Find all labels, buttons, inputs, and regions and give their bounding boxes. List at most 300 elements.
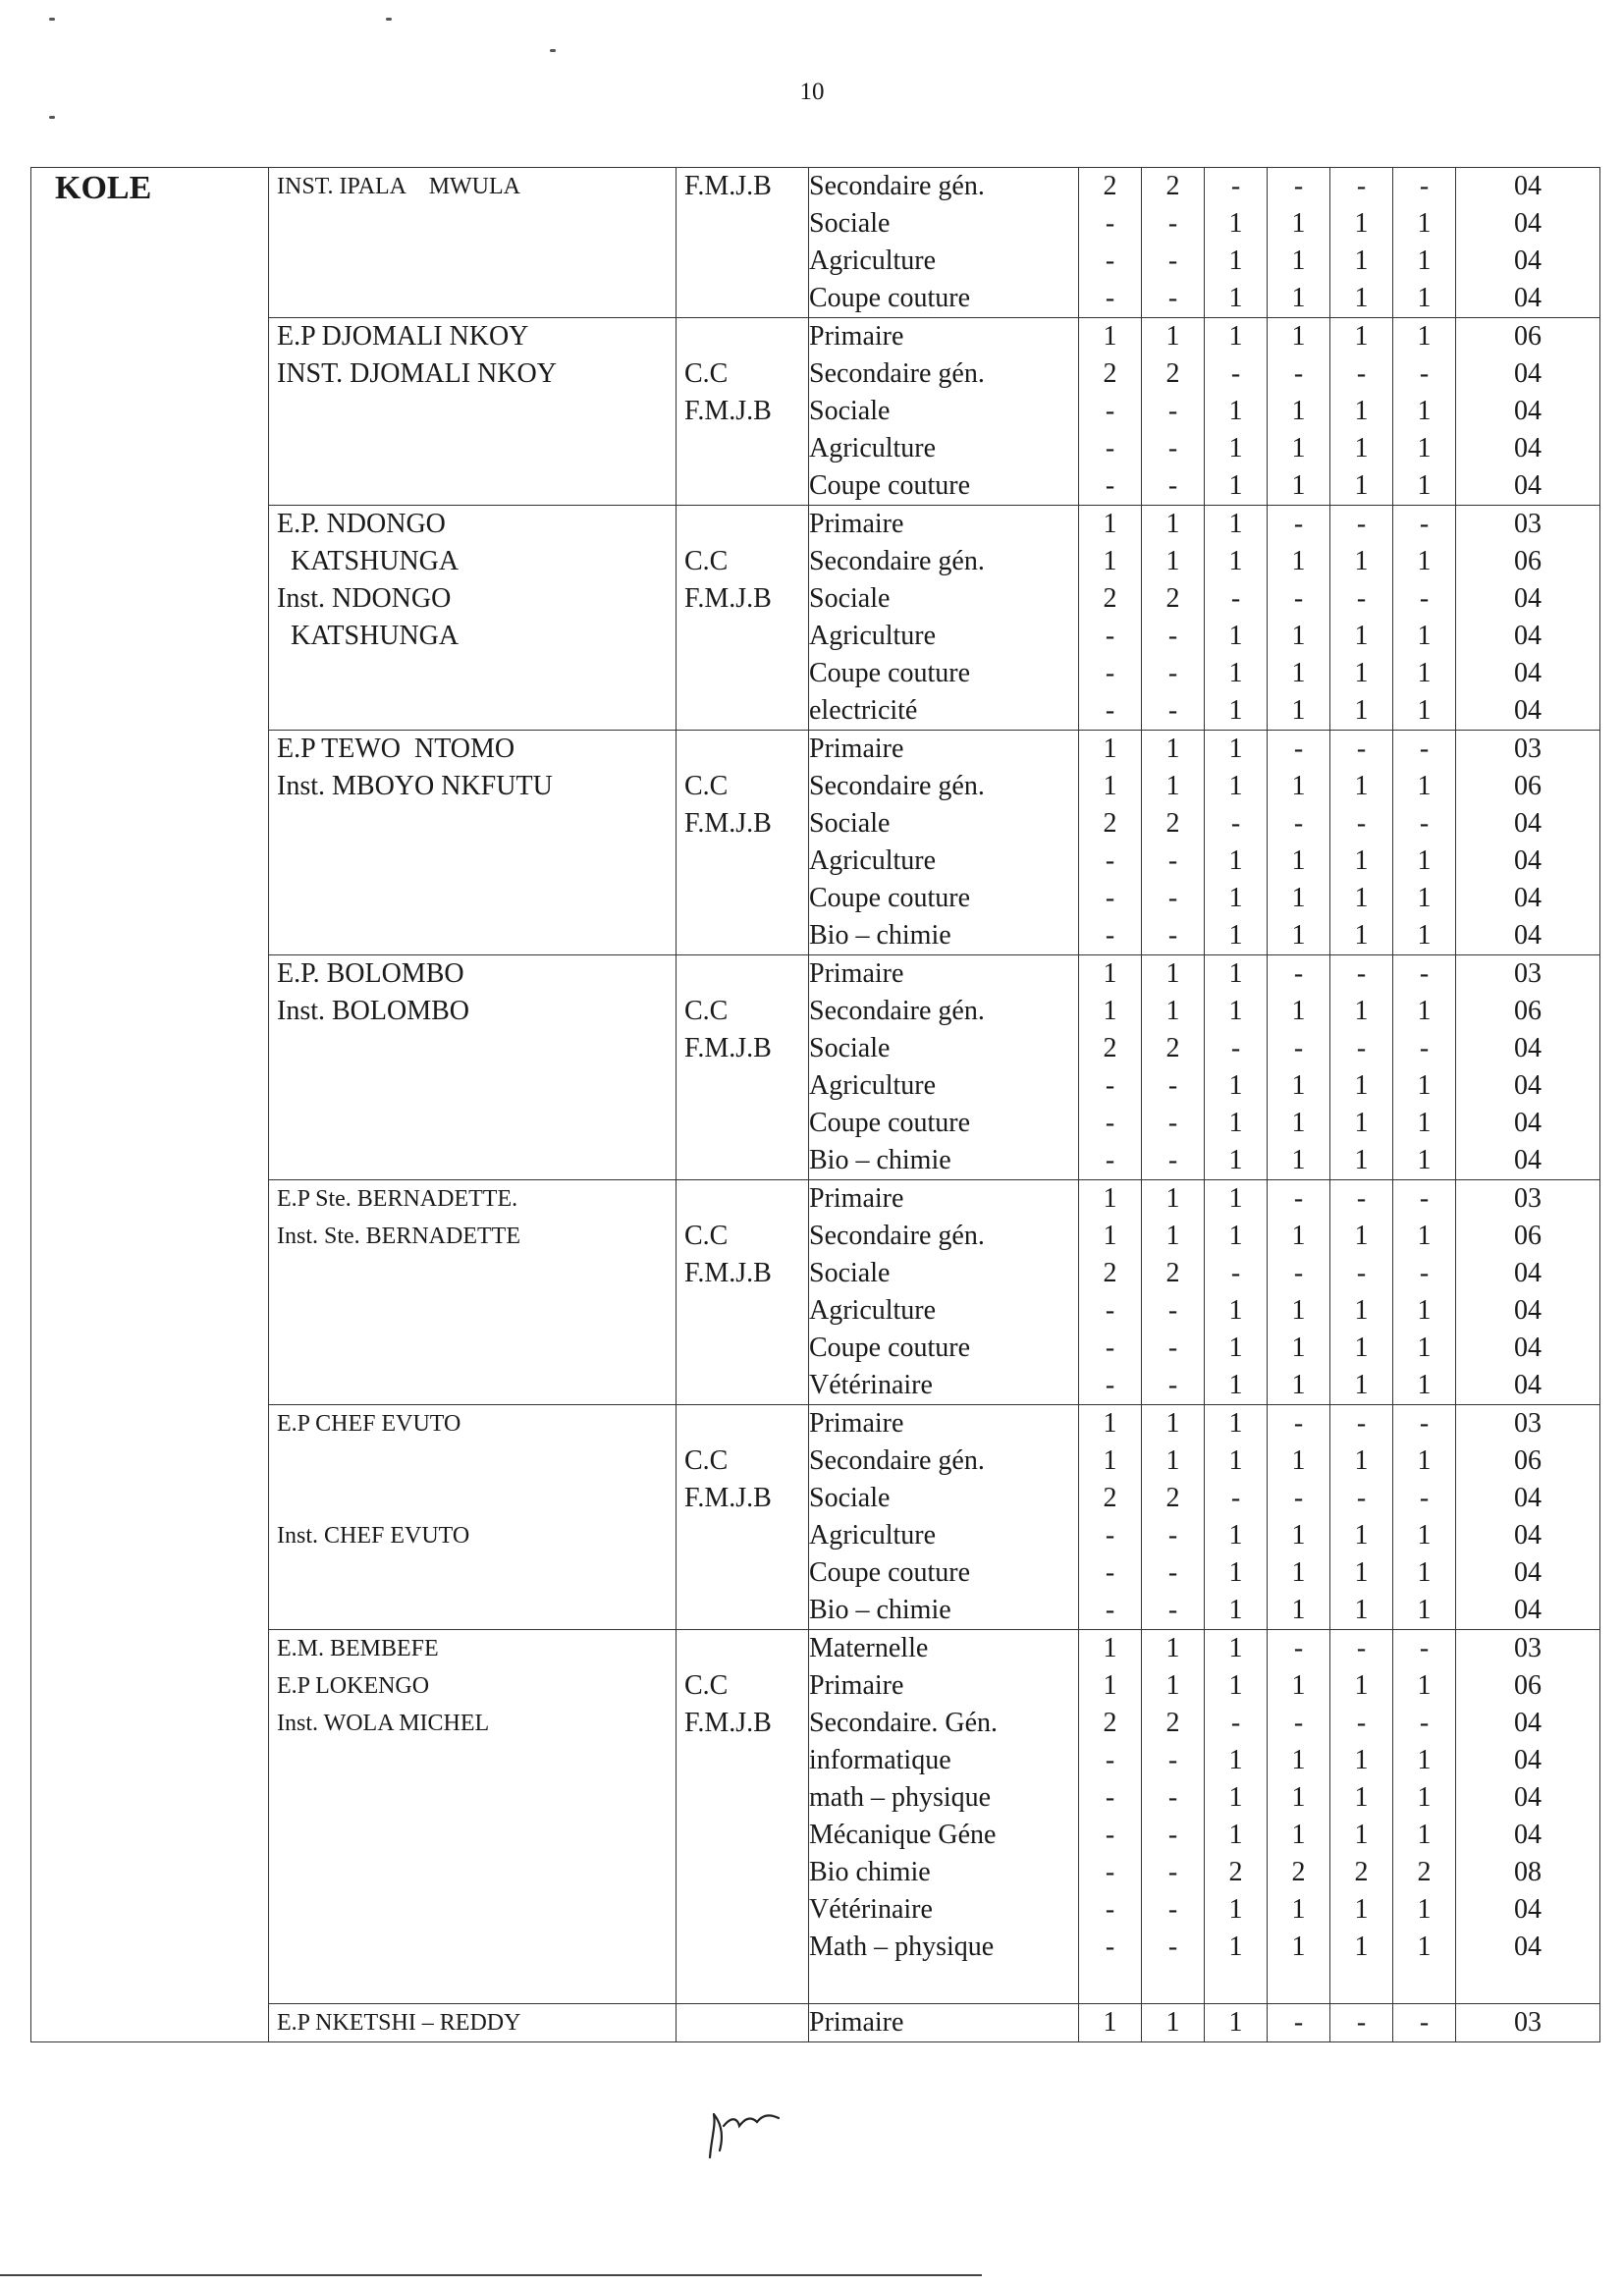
class-count: 1 bbox=[1205, 768, 1268, 805]
class-count: 1 bbox=[1268, 655, 1330, 692]
class-count: 1 bbox=[1268, 318, 1330, 356]
class-count: 1 bbox=[1205, 1891, 1268, 1929]
section-name: Secondaire gén. bbox=[809, 543, 1079, 580]
class-count: 1 bbox=[1205, 243, 1268, 280]
section-name: Vétérinaire bbox=[809, 1367, 1079, 1405]
class-count: 1 bbox=[1268, 1554, 1330, 1592]
class-count: 1 bbox=[1330, 1330, 1393, 1367]
class-count: 1 bbox=[1142, 1630, 1205, 1668]
class-count: - bbox=[1142, 1817, 1205, 1854]
class-count: 1 bbox=[1142, 955, 1205, 994]
class-count: - bbox=[1330, 580, 1393, 618]
section-name: Math – physique bbox=[809, 1929, 1079, 1966]
class-count: 1 bbox=[1393, 1817, 1456, 1854]
section-name: Maternelle bbox=[809, 1630, 1079, 1668]
class-count: - bbox=[1142, 843, 1205, 880]
class-count: 1 bbox=[1268, 243, 1330, 280]
class-count: 1 bbox=[1393, 467, 1456, 506]
class-count: - bbox=[1079, 1067, 1142, 1105]
row-total: 04 bbox=[1456, 692, 1600, 731]
class-count: 1 bbox=[1330, 1891, 1393, 1929]
class-count: - bbox=[1079, 1292, 1142, 1330]
school-name: Inst. BOLOMBO bbox=[277, 996, 470, 1026]
row-total: 04 bbox=[1456, 393, 1600, 430]
scan-speck bbox=[386, 18, 392, 21]
regime-label: F.M.J.B bbox=[684, 171, 772, 201]
class-count: 1 bbox=[1393, 993, 1456, 1030]
class-count: - bbox=[1393, 1030, 1456, 1067]
class-count: 1 bbox=[1205, 1554, 1268, 1592]
row-total bbox=[1456, 1966, 1600, 2004]
school-name: Inst. CHEF EVUTO bbox=[277, 1523, 470, 1549]
class-count: 1 bbox=[1330, 1779, 1393, 1817]
class-count: 1 bbox=[1142, 1180, 1205, 1219]
row-total: 04 bbox=[1456, 1517, 1600, 1554]
class-count: 1 bbox=[1079, 1405, 1142, 1443]
school-names-cell bbox=[269, 2004, 677, 2042]
class-count: 1 bbox=[1393, 1105, 1456, 1142]
class-count: 1 bbox=[1079, 543, 1142, 580]
class-count: - bbox=[1079, 280, 1142, 318]
class-count: - bbox=[1330, 1630, 1393, 1668]
row-total: 04 bbox=[1456, 1480, 1600, 1517]
class-count: - bbox=[1268, 955, 1330, 994]
class-count: 1 bbox=[1205, 1067, 1268, 1105]
class-count: 1 bbox=[1205, 955, 1268, 994]
class-count bbox=[1393, 1966, 1456, 2004]
section-name: Primaire bbox=[809, 731, 1079, 769]
class-count: 1 bbox=[1268, 1292, 1330, 1330]
class-count: - bbox=[1142, 1517, 1205, 1554]
school-names-cell bbox=[269, 955, 677, 1180]
class-count: 1 bbox=[1205, 1180, 1268, 1219]
class-count: - bbox=[1268, 506, 1330, 544]
school-name: E.P CHEF EVUTO bbox=[277, 1411, 461, 1437]
section-name: Agriculture bbox=[809, 430, 1079, 467]
row-total: 06 bbox=[1456, 993, 1600, 1030]
row-total: 04 bbox=[1456, 1742, 1600, 1779]
row-total: 04 bbox=[1456, 880, 1600, 917]
row-total: 04 bbox=[1456, 1292, 1600, 1330]
class-count: - bbox=[1330, 955, 1393, 994]
section-name: Primaire bbox=[809, 1405, 1079, 1443]
table-row bbox=[31, 168, 1600, 206]
class-count: - bbox=[1393, 355, 1456, 393]
school-names-cell bbox=[269, 1405, 677, 1630]
regime-label: C.C bbox=[684, 546, 729, 576]
section-name: Secondaire gén. bbox=[809, 1218, 1079, 1255]
class-count: 1 bbox=[1079, 1667, 1142, 1705]
class-count: 1 bbox=[1268, 205, 1330, 243]
class-count: 1 bbox=[1330, 1742, 1393, 1779]
class-count: 1 bbox=[1268, 280, 1330, 318]
class-count: 1 bbox=[1205, 1442, 1268, 1480]
row-total: 04 bbox=[1456, 843, 1600, 880]
class-count bbox=[1205, 1966, 1268, 2004]
class-count: 1 bbox=[1393, 1330, 1456, 1367]
row-total: 04 bbox=[1456, 580, 1600, 618]
regime-label: F.M.J.B bbox=[684, 583, 772, 614]
class-count: - bbox=[1268, 805, 1330, 843]
class-count: - bbox=[1393, 1480, 1456, 1517]
school-name: E.P Ste. BERNADETTE. bbox=[277, 1186, 518, 1212]
class-count bbox=[1330, 1966, 1393, 2004]
class-count: 1 bbox=[1268, 843, 1330, 880]
class-count: - bbox=[1205, 1705, 1268, 1742]
row-total: 06 bbox=[1456, 1667, 1600, 1705]
class-count: 1 bbox=[1268, 1891, 1330, 1929]
class-count: 1 bbox=[1268, 1105, 1330, 1142]
regime-cell bbox=[677, 731, 809, 955]
class-count: 1 bbox=[1205, 618, 1268, 655]
section-name: Sociale bbox=[809, 1255, 1079, 1292]
class-count: - bbox=[1079, 243, 1142, 280]
class-count: 1 bbox=[1393, 318, 1456, 356]
school-name: Inst. WOLA MICHEL bbox=[277, 1711, 490, 1736]
class-count: 1 bbox=[1330, 1929, 1393, 1966]
class-count: - bbox=[1079, 880, 1142, 917]
class-count: - bbox=[1079, 430, 1142, 467]
class-count: 1 bbox=[1268, 1742, 1330, 1779]
class-count: 1 bbox=[1268, 1517, 1330, 1554]
row-total: 06 bbox=[1456, 543, 1600, 580]
section-name: Secondaire gén. bbox=[809, 993, 1079, 1030]
row-total: 03 bbox=[1456, 955, 1600, 994]
class-count: 1 bbox=[1205, 1105, 1268, 1142]
class-count: - bbox=[1393, 1630, 1456, 1668]
class-count: 1 bbox=[1268, 543, 1330, 580]
class-count: - bbox=[1079, 1367, 1142, 1405]
class-count: 1 bbox=[1079, 318, 1142, 356]
school-name: E.P LOKENGO bbox=[277, 1673, 430, 1699]
section-name: Primaire bbox=[809, 955, 1079, 994]
class-count: 1 bbox=[1268, 993, 1330, 1030]
page-number: 10 bbox=[799, 79, 825, 105]
class-count: - bbox=[1079, 205, 1142, 243]
row-total: 03 bbox=[1456, 1630, 1600, 1668]
class-count: 1 bbox=[1330, 318, 1393, 356]
class-count: - bbox=[1205, 805, 1268, 843]
section-name: Primaire bbox=[809, 318, 1079, 356]
regime-cell bbox=[677, 955, 809, 1180]
class-count: 1 bbox=[1393, 430, 1456, 467]
class-count: 1 bbox=[1268, 1142, 1330, 1180]
regime-label: C.C bbox=[684, 996, 729, 1026]
class-count: - bbox=[1142, 280, 1205, 318]
row-total: 03 bbox=[1456, 1180, 1600, 1219]
row-total: 04 bbox=[1456, 1705, 1600, 1742]
class-count: 1 bbox=[1205, 1517, 1268, 1554]
class-count: 1 bbox=[1393, 1292, 1456, 1330]
class-count: 1 bbox=[1393, 1218, 1456, 1255]
regime-label: F.M.J.B bbox=[684, 808, 772, 839]
class-count: - bbox=[1205, 1255, 1268, 1292]
class-count: - bbox=[1268, 1030, 1330, 1067]
class-count: 1 bbox=[1330, 993, 1393, 1030]
class-count: - bbox=[1142, 467, 1205, 506]
class-count: 1 bbox=[1268, 393, 1330, 430]
row-total: 04 bbox=[1456, 805, 1600, 843]
class-count: - bbox=[1142, 1292, 1205, 1330]
section-name: Secondaire gén. bbox=[809, 355, 1079, 393]
class-count: - bbox=[1205, 168, 1268, 206]
class-count: 1 bbox=[1393, 768, 1456, 805]
class-count: 1 bbox=[1393, 618, 1456, 655]
class-count: 1 bbox=[1268, 1929, 1330, 1966]
class-count: - bbox=[1079, 843, 1142, 880]
regime-label: C.C bbox=[684, 1221, 729, 1251]
class-count: 1 bbox=[1268, 1442, 1330, 1480]
school-names-cell bbox=[269, 168, 677, 318]
class-count: 1 bbox=[1268, 467, 1330, 506]
class-count: - bbox=[1393, 506, 1456, 544]
class-count: - bbox=[1079, 917, 1142, 955]
row-total: 04 bbox=[1456, 1817, 1600, 1854]
class-count: 1 bbox=[1330, 1218, 1393, 1255]
school-name: E.P DJOMALI NKOY bbox=[277, 321, 529, 352]
class-count: - bbox=[1079, 393, 1142, 430]
row-total: 04 bbox=[1456, 917, 1600, 955]
class-count: - bbox=[1142, 1929, 1205, 1966]
class-count: 1 bbox=[1205, 1405, 1268, 1443]
row-total: 04 bbox=[1456, 467, 1600, 506]
class-count: - bbox=[1393, 1180, 1456, 1219]
class-count: 1 bbox=[1079, 1442, 1142, 1480]
class-count: 1 bbox=[1393, 917, 1456, 955]
class-count: 1 bbox=[1393, 280, 1456, 318]
class-count: 1 bbox=[1205, 1929, 1268, 1966]
class-count: - bbox=[1142, 917, 1205, 955]
class-count: - bbox=[1142, 1067, 1205, 1105]
class-count: - bbox=[1205, 355, 1268, 393]
regime-label: F.M.J.B bbox=[684, 1483, 772, 1513]
class-count: - bbox=[1268, 1630, 1330, 1668]
class-count: 1 bbox=[1393, 1554, 1456, 1592]
class-count: 1 bbox=[1393, 205, 1456, 243]
class-count: 1 bbox=[1205, 1667, 1268, 1705]
class-count: 1 bbox=[1330, 543, 1393, 580]
row-total: 03 bbox=[1456, 1405, 1600, 1443]
row-total: 04 bbox=[1456, 1367, 1600, 1405]
class-count: 1 bbox=[1330, 467, 1393, 506]
class-count: - bbox=[1079, 1779, 1142, 1817]
class-count: 1 bbox=[1393, 692, 1456, 731]
row-total: 04 bbox=[1456, 1554, 1600, 1592]
section-name: Coupe couture bbox=[809, 880, 1079, 917]
class-count: 2 bbox=[1079, 1255, 1142, 1292]
class-count: - bbox=[1079, 1554, 1142, 1592]
class-count: 1 bbox=[1393, 843, 1456, 880]
class-count: - bbox=[1142, 1854, 1205, 1891]
regime-label: F.M.J.B bbox=[684, 1033, 772, 1063]
class-count bbox=[1142, 1966, 1205, 2004]
section-name: Primaire bbox=[809, 1180, 1079, 1219]
school-names-cell bbox=[269, 1180, 677, 1405]
regime-cell bbox=[677, 1630, 809, 2004]
row-total: 03 bbox=[1456, 731, 1600, 769]
school-names-cell bbox=[269, 1630, 677, 2004]
class-count: 1 bbox=[1330, 880, 1393, 917]
class-count: 1 bbox=[1393, 243, 1456, 280]
class-count: 1 bbox=[1205, 880, 1268, 917]
row-total: 04 bbox=[1456, 1891, 1600, 1929]
class-count: 2 bbox=[1079, 1705, 1142, 1742]
class-count: 1 bbox=[1205, 1292, 1268, 1330]
class-count: - bbox=[1268, 1180, 1330, 1219]
class-count: 1 bbox=[1268, 1779, 1330, 1817]
row-total: 04 bbox=[1456, 655, 1600, 692]
class-count: 1 bbox=[1205, 1367, 1268, 1405]
class-count: - bbox=[1079, 1817, 1142, 1854]
class-count: - bbox=[1079, 1891, 1142, 1929]
section-name: Agriculture bbox=[809, 843, 1079, 880]
class-count: - bbox=[1142, 243, 1205, 280]
class-count: 1 bbox=[1205, 506, 1268, 544]
class-count: - bbox=[1079, 618, 1142, 655]
class-count: 1 bbox=[1205, 1742, 1268, 1779]
section-name bbox=[809, 1966, 1079, 2004]
class-count: - bbox=[1393, 1255, 1456, 1292]
section-name: Coupe couture bbox=[809, 280, 1079, 318]
class-count: 2 bbox=[1079, 580, 1142, 618]
class-count: - bbox=[1268, 2004, 1330, 2042]
class-count: 1 bbox=[1393, 1442, 1456, 1480]
class-count: - bbox=[1205, 1030, 1268, 1067]
class-count: 1 bbox=[1142, 731, 1205, 769]
class-count: 1 bbox=[1142, 2004, 1205, 2042]
class-count: 1 bbox=[1142, 993, 1205, 1030]
section-name: Agriculture bbox=[809, 1292, 1079, 1330]
class-count: 1 bbox=[1393, 1891, 1456, 1929]
row-total: 04 bbox=[1456, 168, 1600, 206]
class-count: 1 bbox=[1393, 393, 1456, 430]
class-count: 1 bbox=[1205, 1779, 1268, 1817]
class-count: 1 bbox=[1205, 280, 1268, 318]
regime-label: F.M.J.B bbox=[684, 396, 772, 426]
class-count: 1 bbox=[1205, 1142, 1268, 1180]
class-count: 1 bbox=[1393, 1779, 1456, 1817]
class-count: 1 bbox=[1330, 1592, 1393, 1630]
school-table bbox=[30, 167, 1600, 2042]
class-count: 1 bbox=[1268, 618, 1330, 655]
row-total: 04 bbox=[1456, 243, 1600, 280]
class-count: 1 bbox=[1330, 655, 1393, 692]
class-count: - bbox=[1330, 355, 1393, 393]
section-name: Sociale bbox=[809, 805, 1079, 843]
class-count: - bbox=[1142, 655, 1205, 692]
class-count: 1 bbox=[1205, 655, 1268, 692]
class-count: - bbox=[1142, 430, 1205, 467]
class-count: 1 bbox=[1330, 1067, 1393, 1105]
scan-speck bbox=[49, 18, 55, 21]
district-name: KOLE bbox=[31, 168, 269, 2042]
class-count: 1 bbox=[1079, 1180, 1142, 1219]
class-count: 1 bbox=[1330, 1367, 1393, 1405]
class-count: 1 bbox=[1205, 1817, 1268, 1854]
class-count: - bbox=[1393, 2004, 1456, 2042]
class-count: 1 bbox=[1205, 393, 1268, 430]
section-name: Coupe couture bbox=[809, 467, 1079, 506]
class-count: - bbox=[1142, 1592, 1205, 1630]
row-total: 08 bbox=[1456, 1854, 1600, 1891]
school-name: E.P. BOLOMBO bbox=[277, 958, 464, 989]
row-total: 04 bbox=[1456, 1779, 1600, 1817]
class-count: 1 bbox=[1330, 1817, 1393, 1854]
class-count: 1 bbox=[1079, 768, 1142, 805]
class-count: 1 bbox=[1205, 205, 1268, 243]
class-count: 1 bbox=[1393, 1367, 1456, 1405]
regime-cell bbox=[677, 1405, 809, 1630]
class-count: - bbox=[1393, 805, 1456, 843]
class-count: 1 bbox=[1393, 655, 1456, 692]
class-count: 1 bbox=[1142, 1218, 1205, 1255]
section-name: Secondaire. Gén. bbox=[809, 1705, 1079, 1742]
class-count: 1 bbox=[1079, 1218, 1142, 1255]
class-count: 2 bbox=[1205, 1854, 1268, 1891]
class-count: 1 bbox=[1330, 1292, 1393, 1330]
class-count bbox=[1268, 1966, 1330, 2004]
class-count: - bbox=[1142, 393, 1205, 430]
class-count: - bbox=[1142, 1105, 1205, 1142]
class-count: - bbox=[1393, 1405, 1456, 1443]
section-name: Bio – chimie bbox=[809, 1592, 1079, 1630]
section-name: Secondaire gén. bbox=[809, 768, 1079, 805]
class-count: - bbox=[1079, 1929, 1142, 1966]
class-count: - bbox=[1079, 1330, 1142, 1367]
section-name: Coupe couture bbox=[809, 655, 1079, 692]
class-count: 1 bbox=[1268, 768, 1330, 805]
class-count: 1 bbox=[1205, 2004, 1268, 2042]
class-count: 1 bbox=[1205, 843, 1268, 880]
class-count: - bbox=[1330, 2004, 1393, 2042]
class-count: - bbox=[1142, 1330, 1205, 1367]
class-count: - bbox=[1079, 1105, 1142, 1142]
row-total: 04 bbox=[1456, 1142, 1600, 1180]
class-count: 1 bbox=[1393, 1742, 1456, 1779]
class-count: - bbox=[1079, 1517, 1142, 1554]
section-name: Bio chimie bbox=[809, 1854, 1079, 1891]
class-count: 1 bbox=[1205, 692, 1268, 731]
row-total: 03 bbox=[1456, 506, 1600, 544]
class-count: - bbox=[1142, 692, 1205, 731]
school-name bbox=[277, 1442, 668, 1480]
class-count: - bbox=[1393, 955, 1456, 994]
row-total: 04 bbox=[1456, 1255, 1600, 1292]
class-count: 1 bbox=[1142, 543, 1205, 580]
class-count: 1 bbox=[1330, 280, 1393, 318]
class-count: 1 bbox=[1079, 955, 1142, 994]
class-count: 2 bbox=[1079, 1480, 1142, 1517]
class-count: 1 bbox=[1393, 1067, 1456, 1105]
class-count: 2 bbox=[1330, 1854, 1393, 1891]
school-name: E.M. BEMBEFE bbox=[277, 1636, 439, 1661]
school-name: Inst. Ste. BERNADETTE bbox=[277, 1224, 520, 1249]
class-count: - bbox=[1079, 1142, 1142, 1180]
class-count: - bbox=[1268, 731, 1330, 769]
class-count: - bbox=[1393, 580, 1456, 618]
class-count: - bbox=[1079, 692, 1142, 731]
class-count: 2 bbox=[1142, 355, 1205, 393]
class-count: - bbox=[1079, 655, 1142, 692]
class-count: 1 bbox=[1268, 1367, 1330, 1405]
row-total: 04 bbox=[1456, 430, 1600, 467]
class-count: - bbox=[1142, 1779, 1205, 1817]
class-count: 2 bbox=[1079, 355, 1142, 393]
class-count: - bbox=[1268, 1705, 1330, 1742]
class-count: 1 bbox=[1330, 692, 1393, 731]
class-count: - bbox=[1142, 1142, 1205, 1180]
class-count: 1 bbox=[1205, 993, 1268, 1030]
